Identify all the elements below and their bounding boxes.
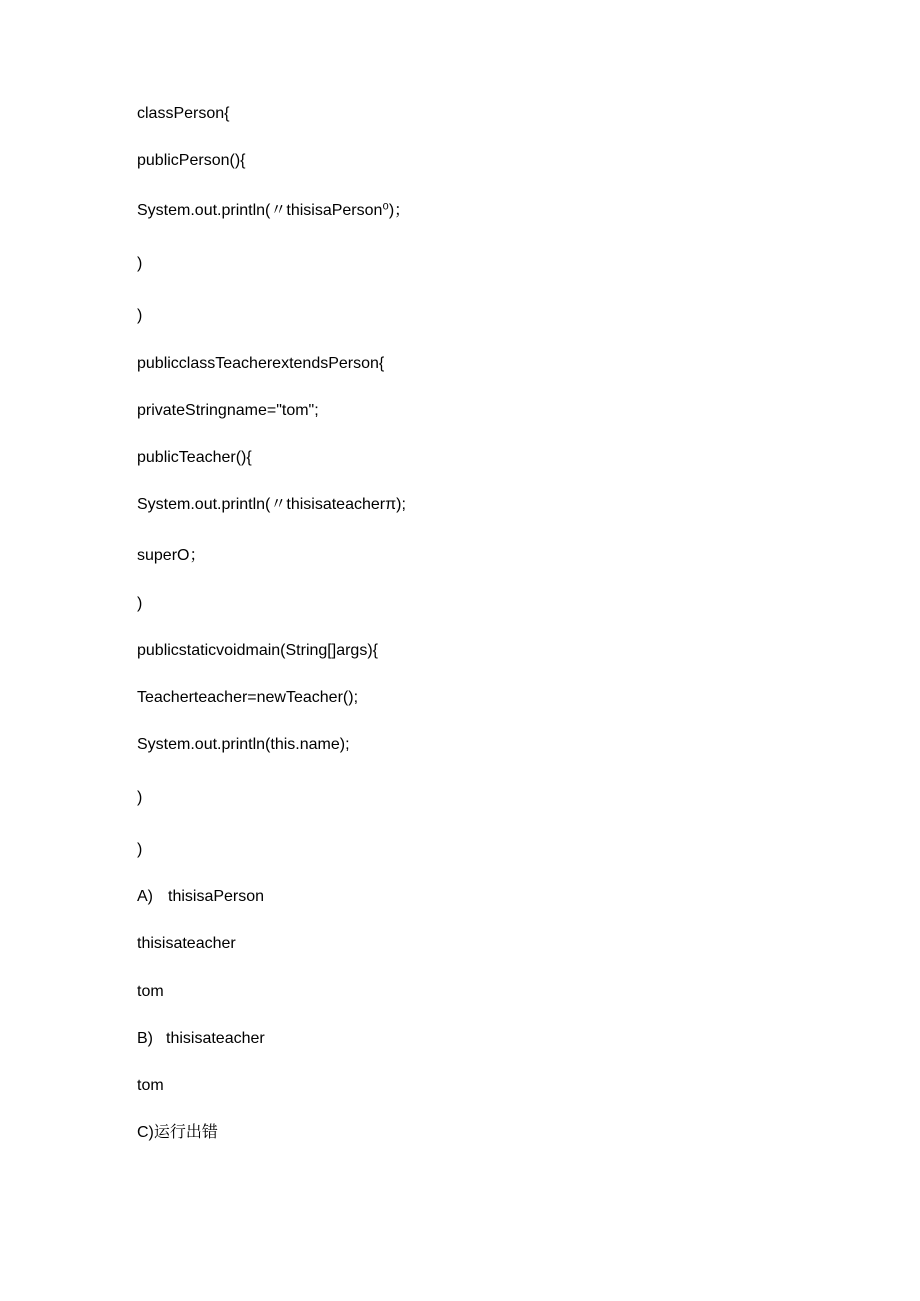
code-line: privateStringname="tom";	[137, 402, 319, 419]
code-line: publicTeacher(){	[137, 449, 252, 466]
option-c: C)运行出错	[137, 1124, 218, 1141]
option-b-line1: thisisateacher	[166, 1030, 265, 1047]
option-a-letter: A)	[137, 888, 153, 905]
code-line: System.out.println(〃thisisaPerson⁰)；	[137, 202, 411, 219]
code-line: classPerson{	[137, 105, 230, 122]
option-b-line2: tom	[137, 1077, 164, 1094]
option-a-line2: thisisateacher	[137, 935, 236, 952]
code-line: )	[137, 595, 143, 612]
option-a-line3: tom	[137, 983, 164, 1000]
code-line: )	[137, 255, 143, 272]
option-a	[137, 887, 264, 907]
code-line: System.out.println(〃thisisateacherπ);	[137, 496, 406, 513]
code-line: publicPerson(){	[137, 152, 246, 169]
option-b-letter: B)	[137, 1030, 153, 1047]
code-line: )	[137, 307, 143, 324]
code-line: Teacherteacher=newTeacher();	[137, 689, 359, 706]
code-line: )	[137, 789, 143, 806]
code-line: )	[137, 841, 143, 858]
code-line: superO；	[137, 547, 206, 564]
code-line: publicstaticvoidmain(String[]args){	[137, 642, 378, 659]
option-b	[137, 1029, 265, 1049]
code-line: System.out.println(this.name);	[137, 736, 350, 753]
code-line: publicclassTeacherextendsPerson{	[137, 355, 385, 372]
option-a-line1: thisisaPerson	[168, 888, 265, 905]
